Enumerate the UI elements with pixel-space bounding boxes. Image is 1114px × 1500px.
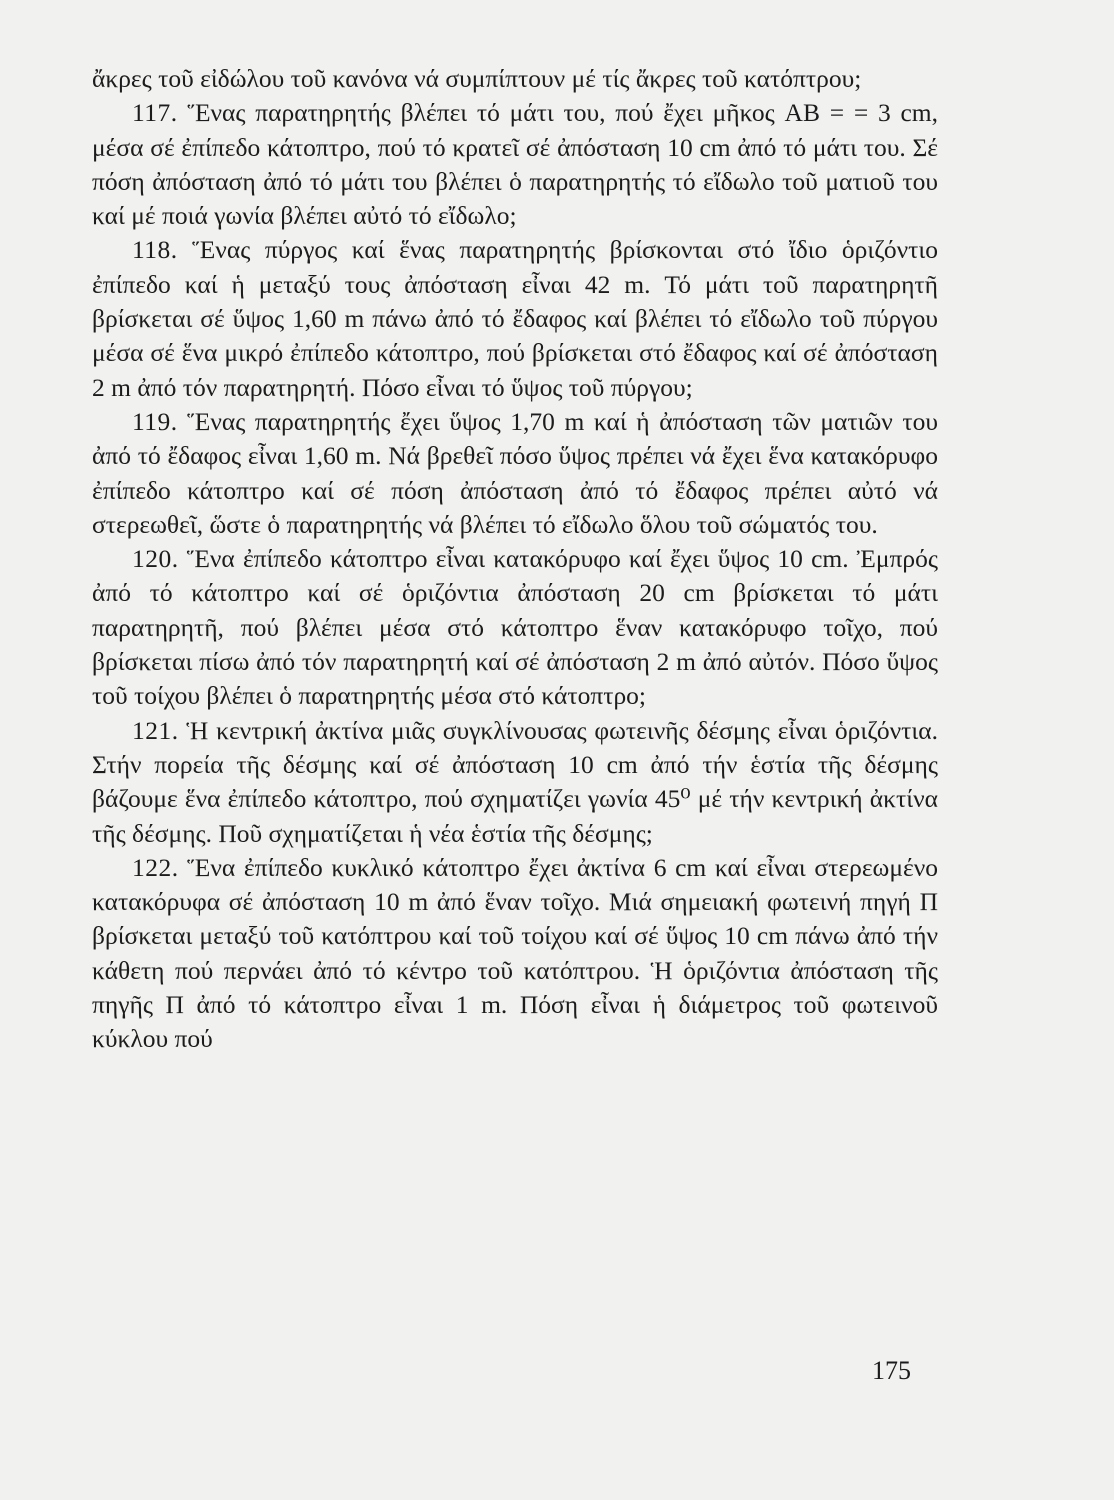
problem-number: 122. xyxy=(132,852,179,882)
problem-number: 120. xyxy=(132,544,179,574)
problem-118 xyxy=(92,233,938,404)
problem-number: 121. xyxy=(132,715,179,745)
problem-number: 118. xyxy=(132,235,178,265)
problem-119 xyxy=(92,405,938,542)
page-body xyxy=(92,62,938,1057)
continuation-paragraph: ἄκρες τοῦ εἰδώλου τοῦ κανόνα νά συμπίπτουν μέ τίς ἄκρες τοῦ κατόπτρου; xyxy=(92,64,862,93)
problem-number: 117. xyxy=(132,98,178,128)
page-number: 175 xyxy=(872,1356,911,1385)
problem-text: Ἕνας παρατηρητής βλέπει τό μάτι του, πού ἔχει μῆκος AB = = 3 cm, μέσα σέ ἐπίπεδο κάτοπτρο, πού τό κρατεῖ σέ ἀπόσταση 10 cm ἀπό τό μάτι του. Σέ πόση ἀπόσταση ἀπό τό μάτι του βλέπει ὁ παρατηρητής τό εἴδωλο τοῦ ματιοῦ του καί μέ ποιά γωνία βλέπει αὐτό τό εἴδωλο; xyxy=(92,98,938,231)
problem-120 xyxy=(92,542,938,713)
problem-121 xyxy=(92,714,938,851)
problem-text: Ἕνα ἐπίπεδο κάτοπτρο εἶναι κατακόρυφο καί ἔχει ὕψος 10 cm. Ἐμπρός ἀπό τό κάτοπτρο καί σέ ὁριζόντια ἀπόσταση 20 cm βρίσκεται τό μάτι παρατηρητῆ, πού βλέπει μέσα στό κάτοπτρο ἕναν κατακόρυφο τοῖχο, πού βρίσκεται πίσω ἀπό τόν παρατηρητή καί σέ ἀπόσταση 2 m ἀπό αὐτόν. Πόσο ὕψος τοῦ τοίχου βλέπει ὁ παρατηρητής μέσα στό κάτοπτρο; xyxy=(92,544,938,711)
problem-text: Ἡ κεντρική ἀκτίνα μιᾶς συγκλίνουσας φωτεινῆς δέσμης εἶναι ὁριζόντια. Στήν πορεία τῆς δέσμης καί σέ ἀπόσταση 10 cm ἀπό τήν ἑστία τῆς δέσμης βάζουμε ἕνα ἐπίπεδο κάτοπτρο, πού σχηματίζει γωνία 45⁰ μέ τήν κεντρική ἀκτίνα τῆς δέσμης. Ποῦ σχηματίζεται ἡ νέα ἑστία τῆς δέσμης; xyxy=(92,715,939,848)
problem-text: Ἕνας παρατηρητής ἔχει ὕψος 1,70 m καί ἡ ἀπόσταση τῶν ματιῶν του ἀπό τό ἔδαφος εἶναι 1,60 m. Νά βρεθεῖ πόσο ὕψος πρέπει νά ἔχει ἕνα κατακόρυφο ἐπίπεδο κάτοπτρο καί σέ πόση ἀπόσταση ἀπό τό ἔδαφος πρέπει αὐτό νά στερεωθεῖ, ὥστε ὁ παρατηρητής νά βλέπει τό εἴδωλο ὅλου τοῦ σώματός του. xyxy=(92,406,939,539)
problem-number: 119. xyxy=(132,406,178,436)
problem-text: Ἕνας πύργος καί ἕνας παρατηρητής βρίσκονται στό ἴδιο ὁριζόντιο ἐπίπεδο καί ἡ μεταξύ τους ἀπόσταση εἶναι 42 m. Τό μάτι τοῦ παρατηρητῆ βρίσκεται σέ ὕψος 1,60 m πάνω ἀπό τό ἔδαφος καί βλέπει τό εἴδωλο τοῦ πύργου μέσα σέ ἕνα μικρό ἐπίπεδο κάτοπτρο, πού βρίσκεται στό ἔδαφος καί σέ ἀπόσταση 2 m ἀπό τόν παρατηρητή. Πόσο εἶναι τό ὕψος τοῦ πύργου; xyxy=(92,235,938,402)
problem-122 xyxy=(92,851,938,1057)
problem-117 xyxy=(92,96,938,233)
problem-text: Ἕνα ἐπίπεδο κυκλικό κάτοπτρο ἔχει ἀκτίνα 6 cm καί εἶναι στερεωμένο κατακόρυφα σέ ἀπόσταση 10 m ἀπό ἕναν τοῖχο. Μιά σημειακή φωτεινή πηγή Π βρίσκεται μεταξύ τοῦ κατόπτρου καί τοῦ τοίχου καί σέ ὕψος 10 cm πάνω ἀπό τήν κάθετη πού περνάει ἀπό τό κέντρο τοῦ κατόπτρου. Ἡ ὁριζόντια ἀπόσταση τῆς πηγῆς Π ἀπό τό κάτοπτρο εἶναι 1 m. Πόση εἶναι ἡ διάμετρος τοῦ φωτεινοῦ κύκλου πού xyxy=(92,852,939,1054)
